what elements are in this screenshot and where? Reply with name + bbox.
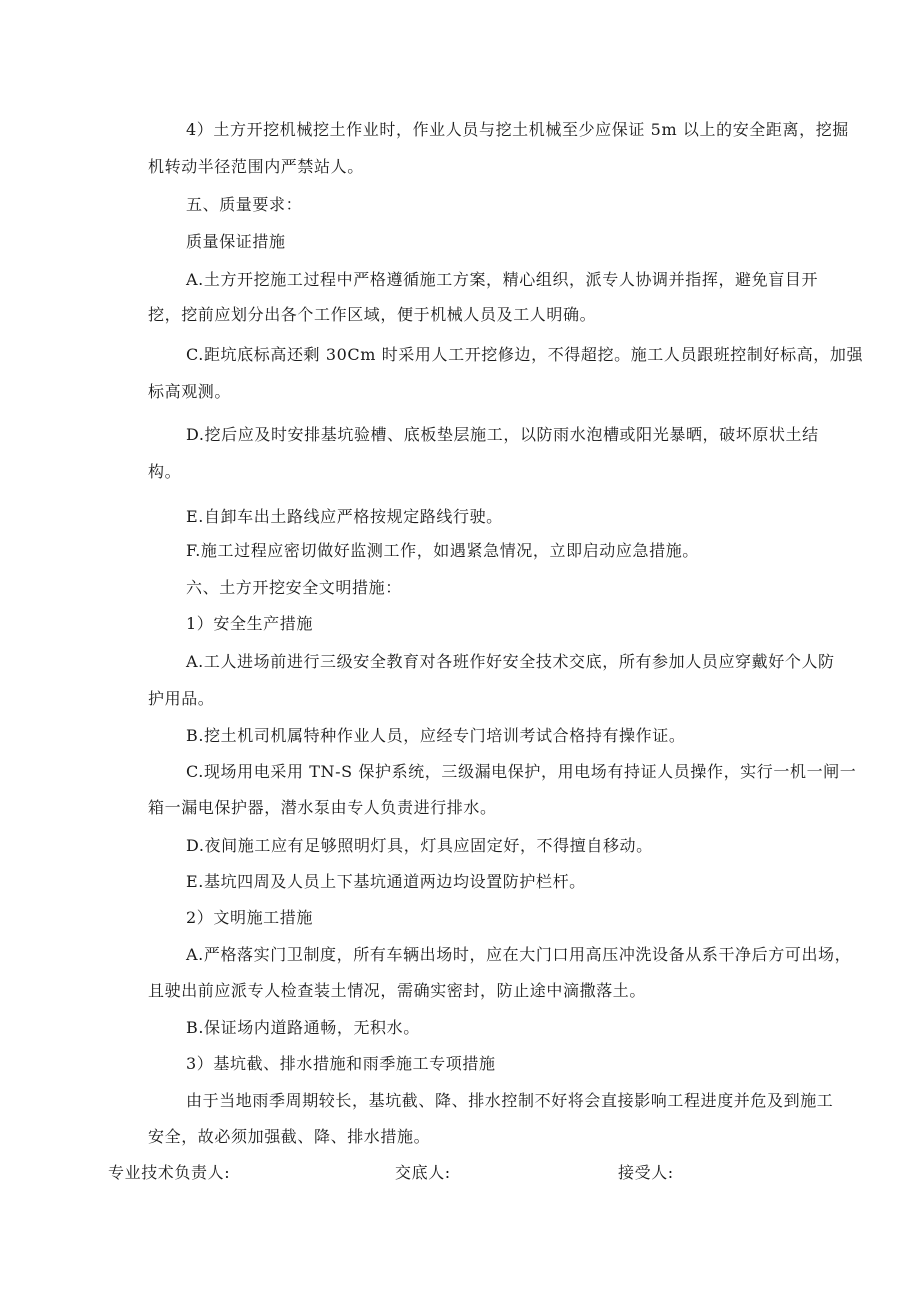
signature-tech-lead-label: 专业技术负责人: [108,1163,231,1182]
paragraph-4-line1: 4）土方开挖机械挖土作业时，作业人员与挖土机械至少应保证 5m 以上的安全距离，挖掘 [186,120,849,139]
subheading-quality-measures: 质量保证措施 [186,232,286,251]
quality-item-f: F.施工过程应密切做好监测工作，如遇紧急情况，立即启动应急措施。 [186,541,699,560]
safety-item-b: B.挖土机司机属特种作业人员，应经专门培训考试合格持有操作证。 [186,726,686,745]
safety-item-e: E.基坑四周及人员上下基坑通道两边均设置防护栏杆。 [186,872,586,891]
safety-item-c-line1: C.现场用电采用 TN-S 保护系统，三级漏电保护，用电场有持证人员操作，实行一机一闸一 [186,762,857,781]
subheading-drainage-rainy-season: 3）基坑截、排水措施和雨季施工专项措施 [186,1054,496,1073]
drainage-paragraph-line2: 安全，故必须加强截、降、排水措施。 [148,1127,431,1146]
section-heading-quality: 五、质量要求： [186,195,303,214]
quality-item-d-line2: 构。 [148,462,182,481]
quality-item-c-line2: 标高观测。 [148,382,232,401]
quality-item-a-line1: A.土方开挖施工过程中严格遵循施工方案，精心组织，派专人协调并指挥，避免盲目开 [186,270,819,289]
subheading-safety-production: 1）安全生产措施 [186,614,313,633]
subheading-civilized-construction: 2）文明施工措施 [186,908,313,927]
quality-item-a-line2: 挖，挖前应划分出各个工作区域，便于机械人员及工人明确。 [148,305,597,324]
section-heading-safety: 六、土方开挖安全文明措施： [186,578,402,597]
signature-receiver-label: 接受人: [618,1163,674,1182]
quality-item-c-line1: C.距坑底标高还剩 30Cm 时采用人工开挖修边，不得超挖。施工人员跟班控制好标高，加强 [186,345,864,364]
safety-item-c-line2: 箱一漏电保护器，潜水泵由专人负责进行排水。 [148,798,497,817]
drainage-paragraph-line1: 由于当地雨季周期较长，基坑截、降、排水控制不好将会直接影响工程进度并危及到施工 [186,1091,834,1110]
safety-item-a-line2: 护用品。 [148,689,215,708]
signature-briefer-label: 交底人: [395,1163,451,1182]
paragraph-4-line2: 机转动半径范围内严禁站人。 [148,157,364,176]
civilized-item-b: B.保证场内道路通畅，无积水。 [186,1018,420,1037]
civilized-item-a-line2: 且驶出前应派专人检查装土情况，需确实密封，防止途中滴撒落土。 [148,981,647,1000]
safety-item-d: D.夜间施工应有足够照明灯具，灯具应固定好，不得擅自移动。 [186,836,653,855]
civilized-item-a-line1: A.严格落实门卫制度，所有车辆出场时，应在大门口用高压冲洗设备从系干净后方可出场， [186,945,852,964]
safety-item-a-line1: A.工人进场前进行三级安全教育对各班作好安全技术交底，所有参加人员应穿戴好个人防 [186,652,835,671]
quality-item-e: E.自卸车出土路线应严格按规定路线行驶。 [186,507,503,526]
quality-item-d-line1: D.挖后应及时安排基坑验槽、底板垫层施工，以防雨水泡槽或阳光暴晒，破坏原状土结 [186,425,819,444]
